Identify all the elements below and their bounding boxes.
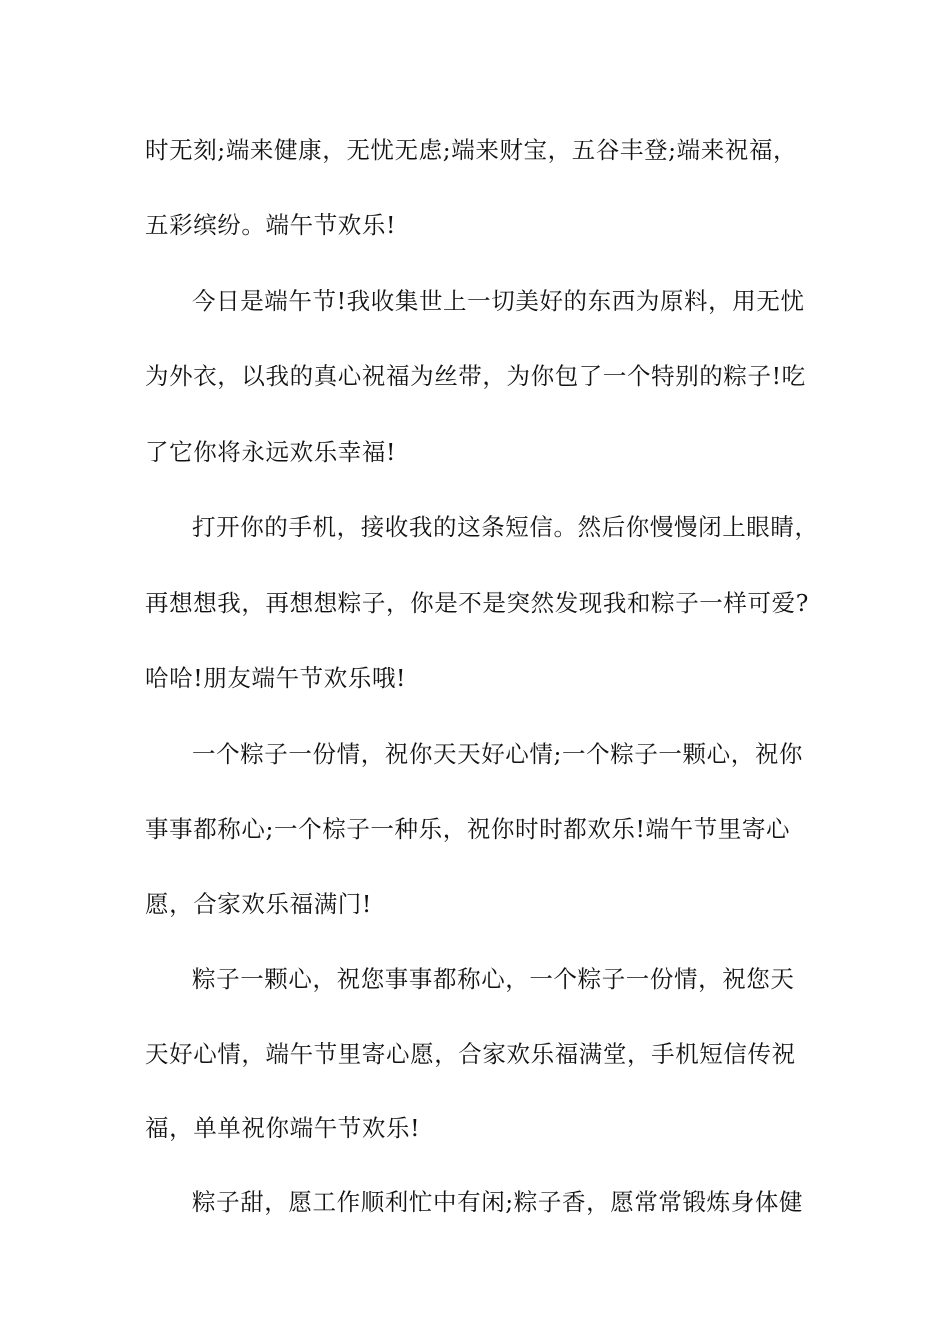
text-line: 福，单单祝你端午节欢乐! <box>145 1114 421 1142</box>
text-line: 五彩缤纷。端午节欢乐! <box>145 211 397 239</box>
text-line: 了它你将永远欢乐幸福! <box>145 438 397 466</box>
paragraph-first-line: 今日是端午节!我收集世上一切美好的东西为原料，用无忧 <box>192 287 805 315</box>
paragraph-first-line: 粽子一颗心，祝您事事都称心，一个粽子一份情，祝您天 <box>192 965 795 993</box>
paragraph-first-line: 打开你的手机，接收我的这条短信。然后你慢慢闭上眼睛， <box>192 513 819 541</box>
text-line: 愿，合家欢乐福满门! <box>145 890 372 918</box>
text-line: 哈哈!朋友端午节欢乐哦! <box>145 664 407 692</box>
text-line: 事事都称心;一个棕子一种乐，祝你时时都欢乐!端午节里寄心 <box>145 815 791 843</box>
text-line: 天好心情，端午节里寄心愿，合家欢乐福满堂，手机短信传祝 <box>145 1040 796 1068</box>
paragraph-first-line: 一个粽子一份情，祝你天天好心情;一个粽子一颗心，祝你 <box>192 740 804 768</box>
text-line: 再想想我，再想想粽子，你是不是突然发现我和粽子一样可爱? <box>145 589 809 617</box>
text-line: 时无刻;端来健康，无忧无虑;端来财宝，五谷丰登;端来祝福， <box>145 136 798 164</box>
paragraph-first-line: 粽子甜，愿工作顺利忙中有闲;粽子香，愿常常锻炼身体健 <box>192 1188 804 1216</box>
text-line: 为外衣，以我的真心祝福为丝带，为你包了一个特别的粽子!吃 <box>145 362 806 390</box>
